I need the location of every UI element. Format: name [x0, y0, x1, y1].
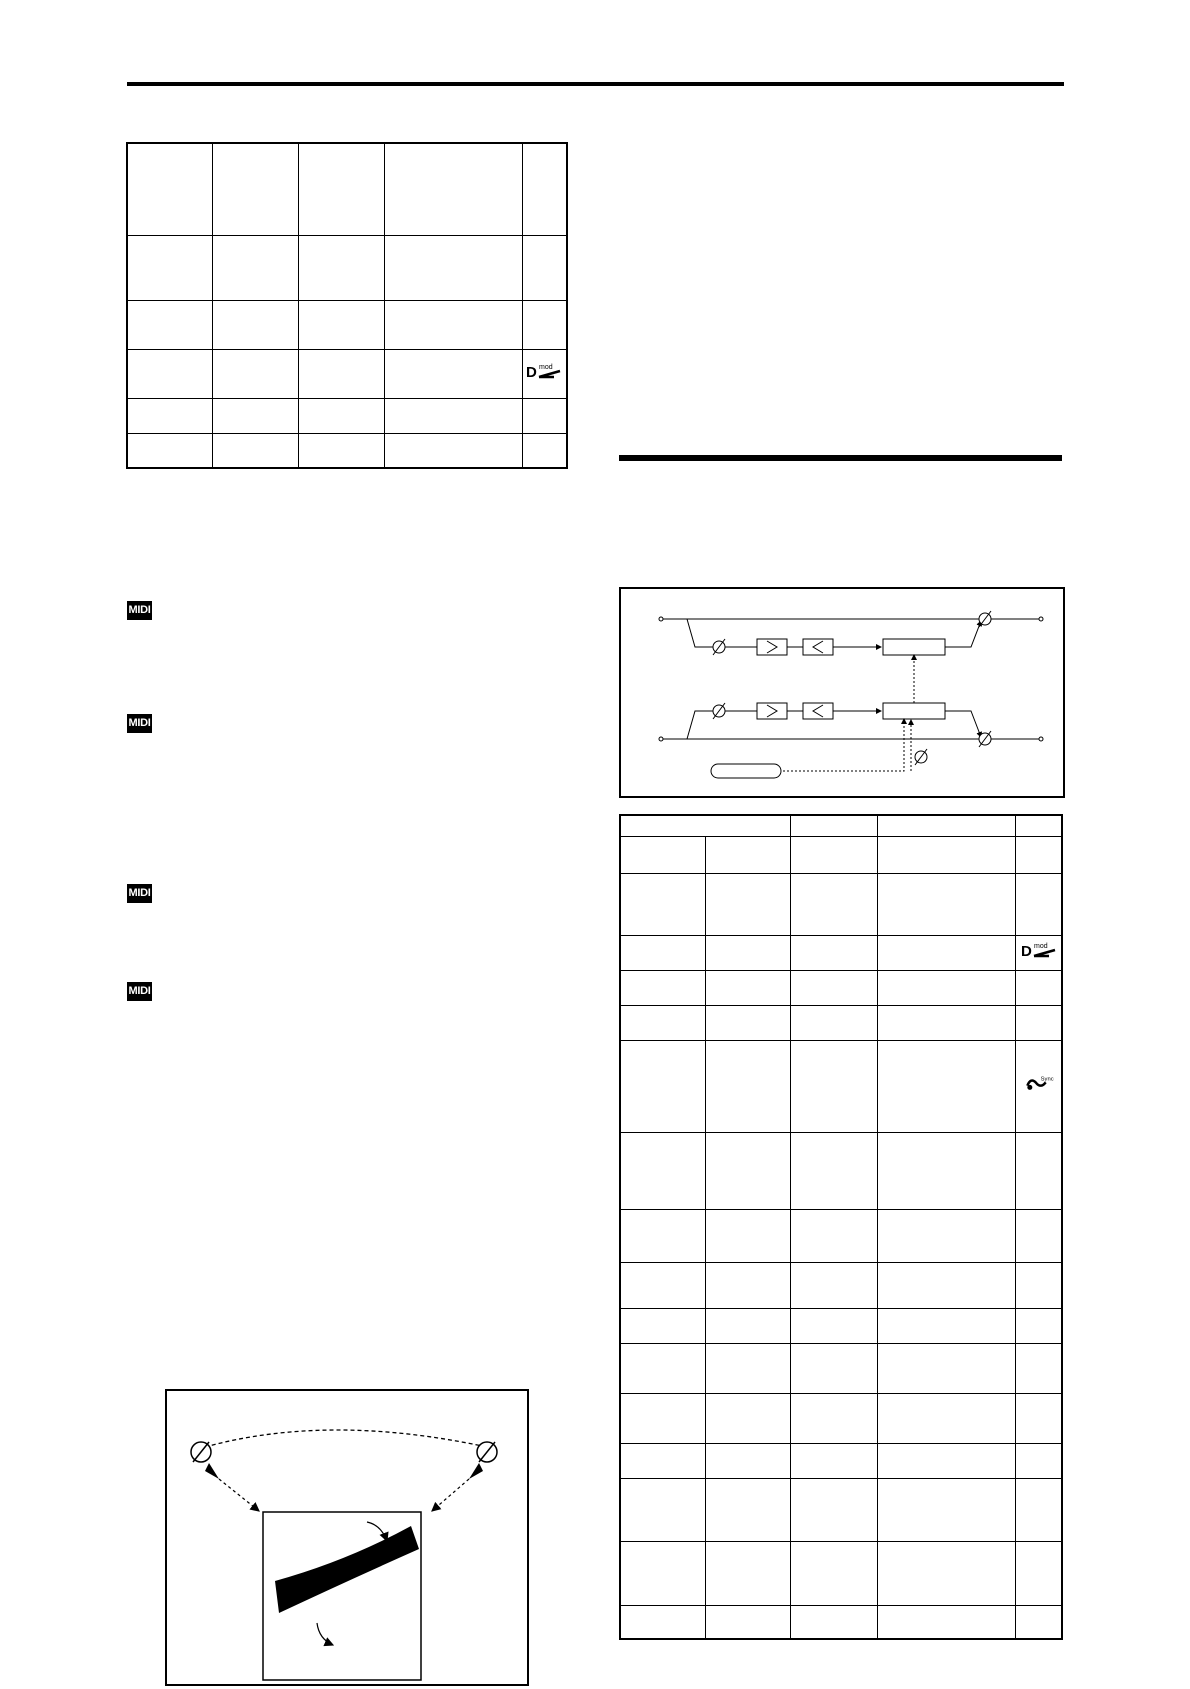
- wet-dry-knob-icon: [979, 611, 991, 627]
- table-row: [620, 1262, 1062, 1308]
- wet-dry-knob-icon: [979, 731, 991, 747]
- parameter-table-1: [126, 142, 568, 469]
- right-mic-icon: [469, 1442, 497, 1479]
- table-row: [127, 349, 567, 398]
- mod-knob-icon: [915, 749, 927, 765]
- filter-block: [757, 639, 787, 655]
- lfo-source-block: [711, 764, 781, 778]
- table-header-row: [127, 143, 567, 235]
- svg-text:Sync: Sync: [1040, 1076, 1054, 1083]
- processor-block: [883, 703, 945, 719]
- header-rule: [127, 82, 1064, 86]
- midi-icon: MIDI: [127, 601, 152, 620]
- svg-text:D: D: [1020, 943, 1032, 960]
- table-row: [620, 873, 1062, 935]
- table-row: [620, 1040, 1062, 1132]
- table-header-row: [620, 815, 1062, 836]
- table-row: [620, 1541, 1062, 1605]
- svg-text:D: D: [526, 364, 538, 381]
- table-row: [620, 935, 1062, 970]
- midi-icon: MIDI: [127, 884, 152, 903]
- section-rule: [619, 455, 1062, 461]
- table-row: [127, 300, 567, 349]
- rotary-speaker-figure: [165, 1389, 529, 1686]
- table-row: [127, 235, 567, 300]
- svg-text:mod: mod: [539, 364, 553, 371]
- table-row: [620, 970, 1062, 1005]
- input-level-knob-icon: [713, 703, 725, 719]
- input-level-knob-icon: [713, 639, 725, 655]
- table-row: [620, 1132, 1062, 1209]
- midi-icon: MIDI: [127, 982, 152, 1001]
- midi-icon: MIDI: [127, 714, 152, 733]
- mic-distance-arc: [205, 1430, 487, 1447]
- table-row: [620, 1478, 1062, 1541]
- table-row: [620, 836, 1062, 873]
- filter-block: [803, 703, 833, 719]
- left-mic-icon: [191, 1442, 219, 1479]
- table-row: [127, 433, 567, 468]
- signal-flow-diagram: [621, 589, 1063, 796]
- table-row: [620, 1005, 1062, 1040]
- svg-text:mod: mod: [1033, 943, 1048, 950]
- processor-block: [883, 639, 945, 655]
- table-row: [620, 1209, 1062, 1262]
- dmod-icon: [524, 361, 564, 381]
- table-row: [620, 1343, 1062, 1393]
- rotary-speaker-diagram: [167, 1391, 527, 1684]
- table-row: [127, 398, 567, 433]
- table-row: [620, 1393, 1062, 1443]
- filter-block: [757, 703, 787, 719]
- filter-block: [803, 639, 833, 655]
- parameter-table-2: [619, 814, 1063, 1640]
- table-row: [620, 1443, 1062, 1478]
- table-row: [620, 1605, 1062, 1639]
- block-diagram: [619, 587, 1065, 798]
- tempo-sync-icon: [1019, 1074, 1059, 1094]
- table-row: [620, 1308, 1062, 1343]
- dmod-icon: [1019, 940, 1059, 960]
